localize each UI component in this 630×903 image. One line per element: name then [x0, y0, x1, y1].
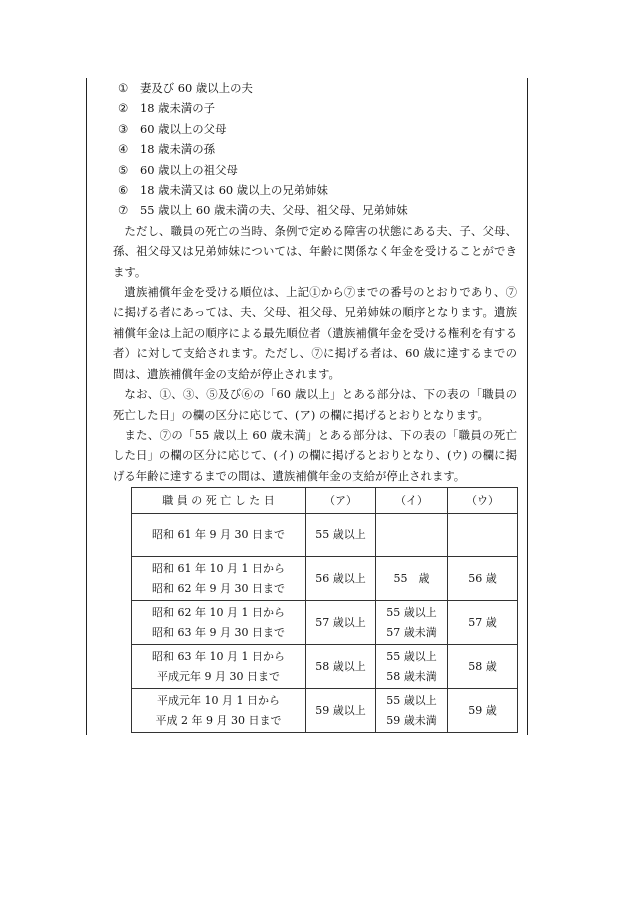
table-row: [132, 601, 518, 645]
header-i: （イ）: [376, 488, 448, 514]
list-text: 妻及び 60 歳以上の夫: [140, 81, 253, 95]
cell-a: 56 歳以上: [306, 557, 376, 601]
i-line: 55 歳以上: [386, 605, 437, 619]
date-line: 昭和 62 年 9 月 30 日まで: [152, 581, 285, 595]
document-body: [113, 78, 517, 486]
list-number: ⑦: [118, 203, 129, 218]
i-line: 57 歳未満: [386, 625, 437, 639]
paragraph-disability-note: ただし、職員の死亡の当時、条例で定める障害の状態にある夫、子、父母、孫、祖父母又は兄弟姉妹については、年齢に関係なく年金を受けることができます。: [113, 223, 517, 279]
list-number: ⑥: [118, 183, 129, 198]
list-text: 18 歳未満の子: [140, 101, 216, 116]
cell-u: 56 歳: [448, 557, 518, 601]
header-a: （ア）: [306, 488, 376, 514]
cell-u: 58 歳: [448, 645, 518, 689]
list-number: ⑤: [118, 162, 129, 177]
list-text: 55 歳以上 60 歳未満の夫、父母、祖父母、兄弟姉妹: [140, 203, 408, 218]
cell-i: [376, 689, 448, 733]
list-item: [113, 200, 517, 220]
list-text: 60 歳以上の祖父母: [140, 162, 238, 177]
header-u: （ウ）: [448, 488, 518, 514]
age-table: [131, 487, 518, 733]
cell-a: 59 歳以上: [306, 689, 376, 733]
date-line: 平成元年 10 月 1 日から: [157, 693, 280, 707]
table-row: [132, 645, 518, 689]
frame-right-border: [527, 78, 528, 735]
list-number: ①: [118, 81, 129, 95]
cell-death-date: [132, 645, 306, 689]
i-line: 55 歳以上: [386, 693, 437, 707]
list-text: 60 歳以上の父母: [140, 121, 227, 136]
date-line: 昭和 62 年 10 月 1 日から: [152, 605, 285, 619]
cell-i: [376, 601, 448, 645]
list-item: [113, 160, 517, 180]
cell-i: [376, 645, 448, 689]
table-row: [132, 557, 518, 601]
cell-death-date: [132, 514, 306, 557]
list-number: ④: [118, 142, 129, 157]
cell-i: [376, 557, 448, 601]
list-number: ③: [118, 121, 129, 136]
paragraph-age-55: また、⑦の「55 歳以上 60 歳未満」とある部分は、下の表の「職員の死亡した日」の欄の区分に応じて、(イ) の欄に掲げるとおりとなり、(ウ) の欄に掲げる年齢に達するまでの間は、遺族補償年金の支給が停止されます。: [113, 427, 517, 483]
list-item: [113, 119, 517, 139]
table-row: [132, 689, 518, 733]
paragraph-order: 遺族補償年金を受ける順位は、上記①から⑦までの番号のとおりであり、⑦に掲げる者にあっては、夫、父母、祖父母、兄弟姉妹の順序となります。遺族補償年金は上記の順序による最先順位者（遺族補償年金を受ける権利を有する者）に対して支給されます。ただし、⑦に掲げる者は、60 歳に達するまでの間は、遺族補償年金の支給が停止されます。: [113, 285, 517, 381]
i-line: 55 歳: [393, 571, 430, 585]
i-line: 55 歳以上: [386, 649, 437, 663]
i-line: 59 歳未満: [386, 713, 437, 727]
cell-i: [376, 514, 448, 557]
date-line: 平成 2 年 9 月 30 日まで: [155, 713, 282, 727]
cell-a: 58 歳以上: [306, 645, 376, 689]
list-item: [113, 98, 517, 118]
date-line: 昭和 61 年 10 月 1 日から: [152, 561, 285, 575]
i-line: 58 歳未満: [386, 669, 437, 683]
cell-u: 57 歳: [448, 601, 518, 645]
date-line: 昭和 63 年 9 月 30 日まで: [152, 625, 285, 639]
cell-death-date: [132, 689, 306, 733]
cell-a: 57 歳以上: [306, 601, 376, 645]
list-item: [113, 139, 517, 159]
cell-death-date: [132, 557, 306, 601]
cell-u: 59 歳: [448, 689, 518, 733]
date-line: 平成元年 9 月 30 日まで: [157, 669, 280, 683]
date-line: 昭和 63 年 10 月 1 日から: [152, 649, 285, 663]
table-row: [132, 514, 518, 557]
list-number: ②: [118, 101, 129, 116]
cell-death-date: [132, 601, 306, 645]
frame-left-border: [86, 78, 87, 735]
list-item: [113, 180, 517, 200]
table-header-row: [132, 488, 518, 514]
header-death-date: 職 員 の 死 亡 し た 日: [132, 488, 306, 514]
cell-a: 55 歳以上: [306, 514, 376, 557]
list-text: 18 歳未満又は 60 歳以上の兄弟姉妹: [140, 183, 328, 198]
list-text: 18 歳未満の孫: [140, 142, 216, 157]
paragraph-age-60: なお、①、③、⑤及び⑥の「60 歳以上」とある部分は、下の表の「職員の死亡した日」の欄の区分に応じて、(ア) の欄に掲げるとおりとなります。: [113, 387, 517, 422]
date-line: 昭和 61 年 9 月 30 日まで: [152, 528, 285, 541]
cell-u: [448, 514, 518, 557]
list-item: [113, 78, 517, 98]
